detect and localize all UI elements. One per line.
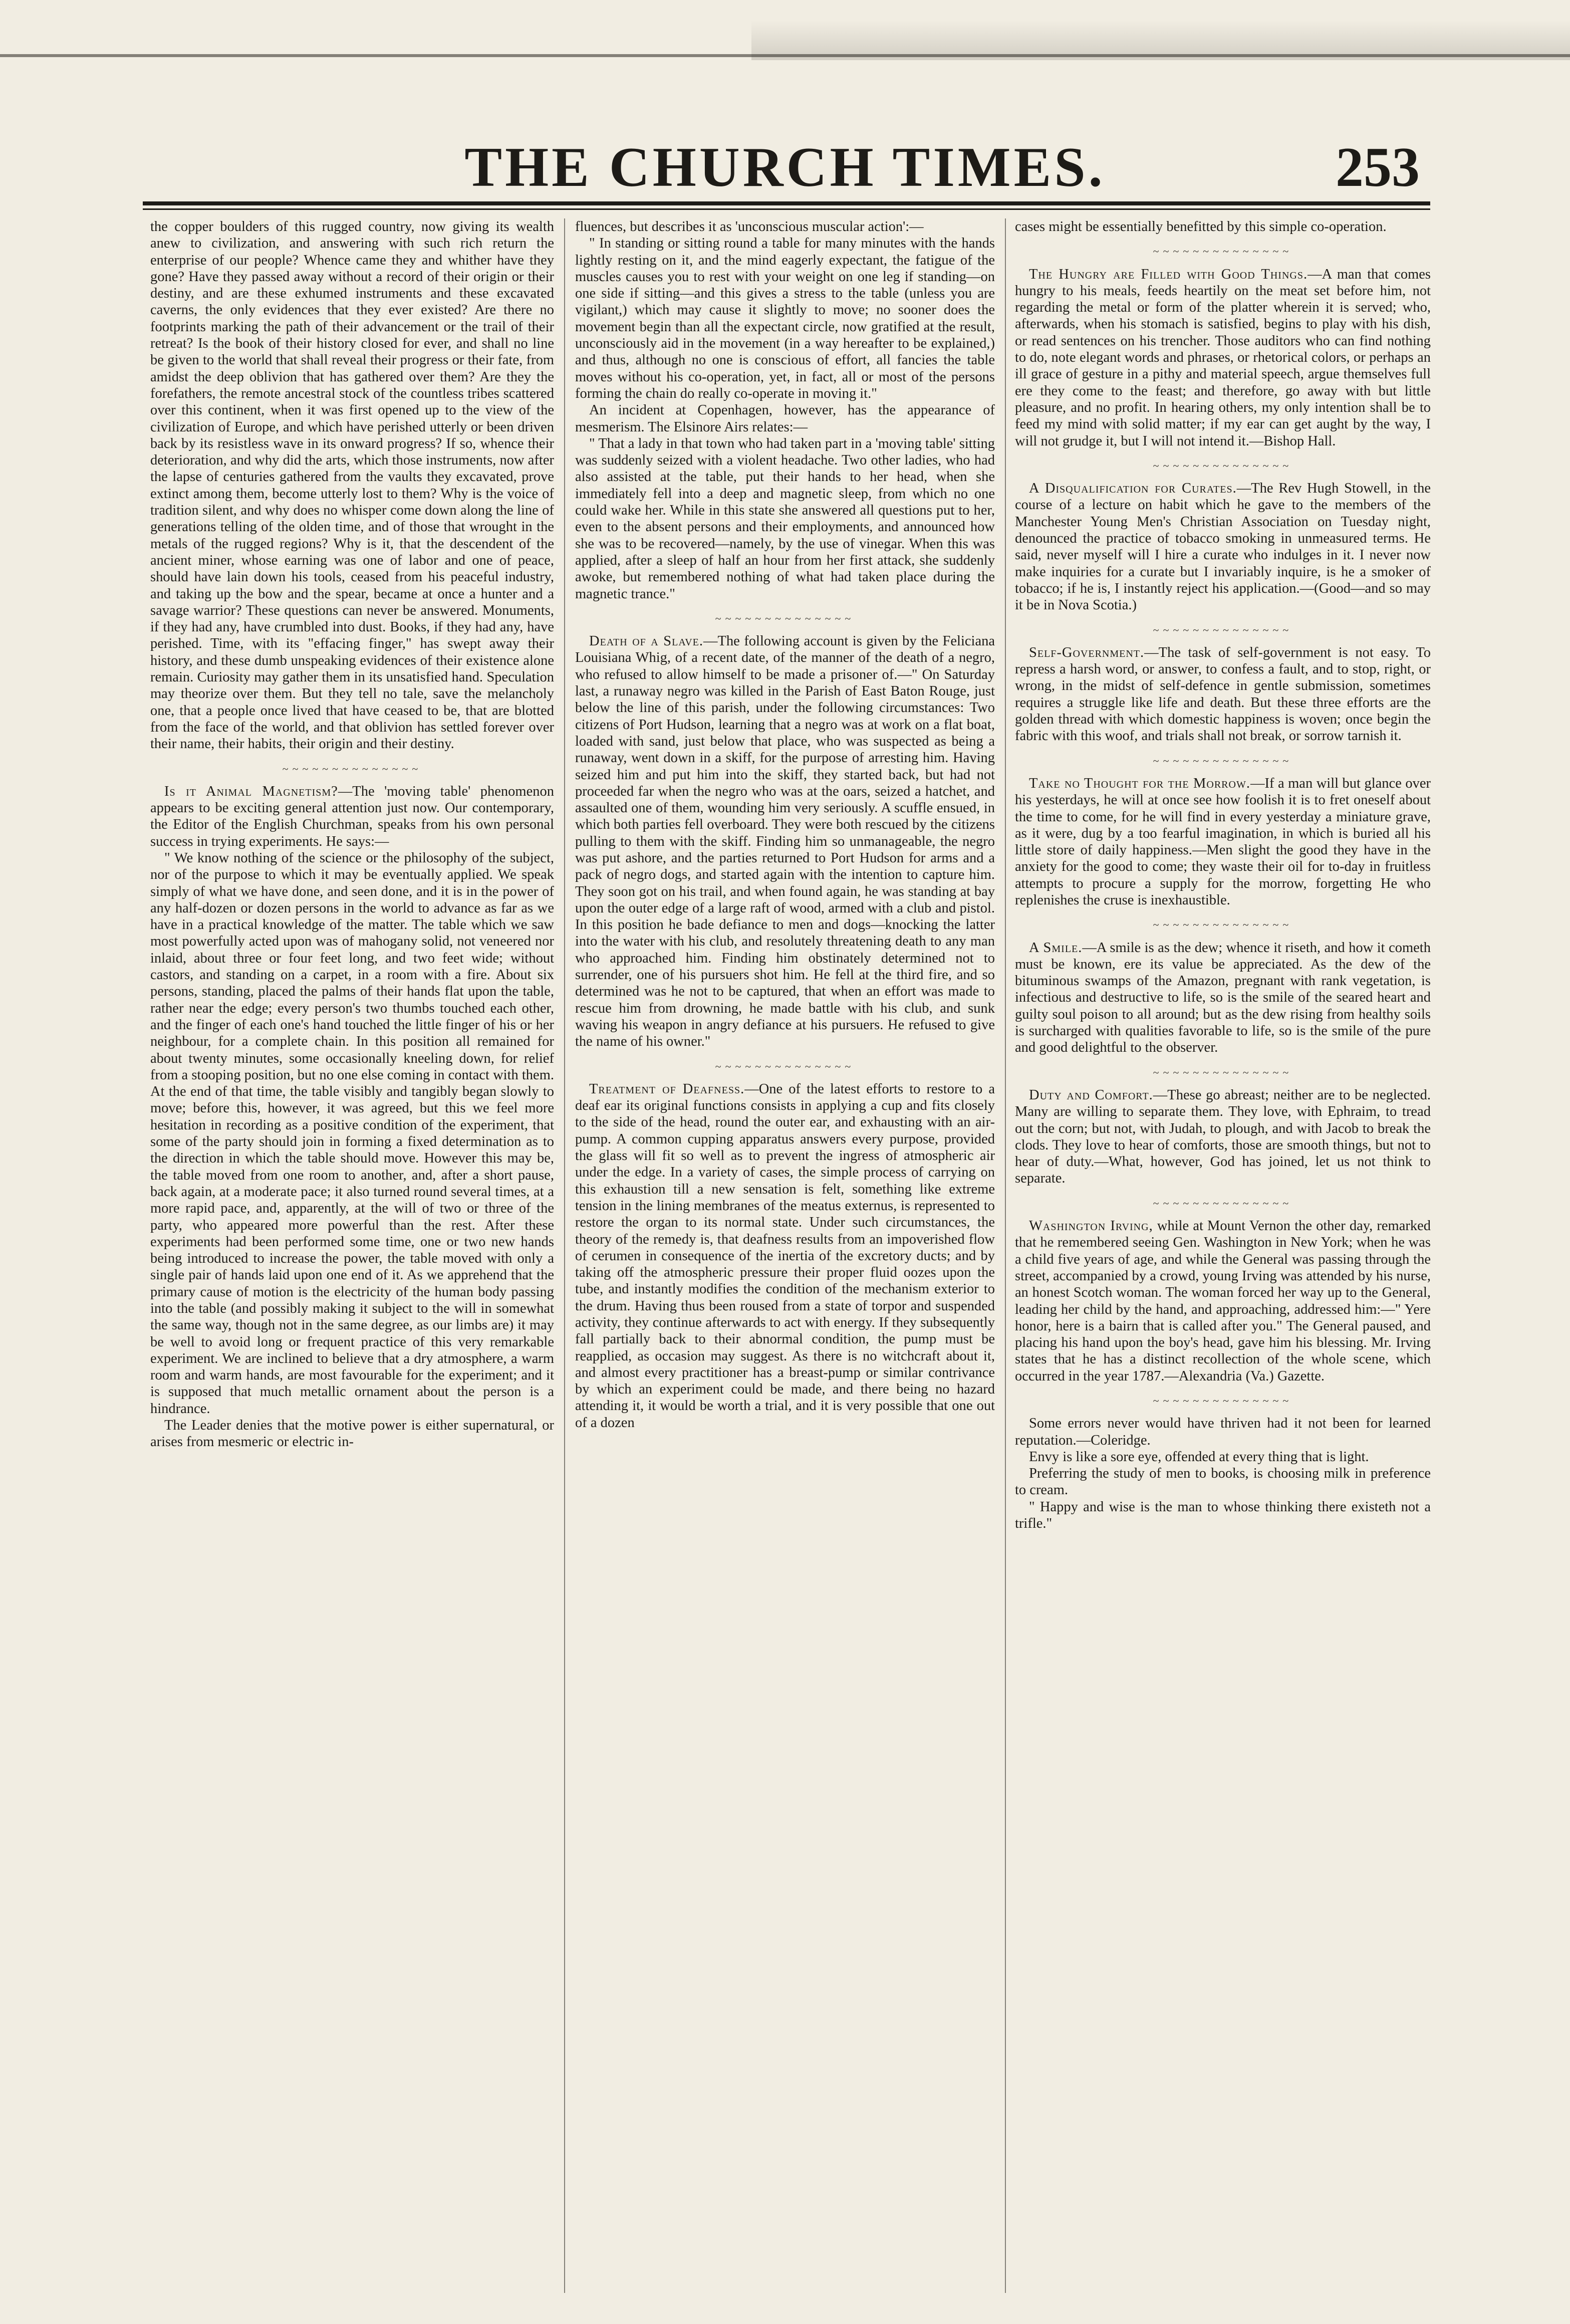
column-2 — [575, 218, 995, 2293]
separator: ~~~~~~~~~~~~~~ — [715, 1060, 855, 1073]
column-1 — [150, 218, 554, 2293]
article-text: while at Mount Vernon the other day, remarked that he remembered seeing Gen. Washington in New York; when he was a child five years of age, and while the General was passing through the street, accompanied by a crowd, young Irving was attended by his nurse, an honest Scotch woman. The woman forced her way up to the General, leading her child by the hand, and approaching, addressed him:—" Yere honor, here is a bairn that is called after you." The General paused, and placing his hand upon the boy's head, gave him his blessing. Mr. Irving states that he has a distinct recollection of the whole scene, which occurred in the year 1787.—Alexandria (Va.) Gazette. — [1015, 1218, 1431, 1384]
maxim: Envy is like a sore eye, offended at every thing that is light. — [1029, 1449, 1369, 1465]
article-deafness — [575, 1081, 995, 1431]
article-heading: A Smile. — [1029, 940, 1083, 956]
separator: ~~~~~~~~~~~~~~ — [1153, 754, 1293, 767]
article-heading: Take no Thought for the Morrow. — [1029, 775, 1250, 791]
article-duty — [1015, 1087, 1431, 1187]
article-text: —The task of self-government is not easy. To repress a harsh word, or answer, to confess a fault, and to stop, right, or wrong, in the midst of self-defence in gentle submission, sometimes requires a struggle like life and death. But these three efforts are the golden thread with which domestic happiness is woven; once begin the fabric with this woof, and trials shall not break, or sorrow tarnish it. — [1015, 644, 1431, 744]
article-heading: Death of a Slave. — [589, 633, 703, 649]
article-text: —A smile is as the dew; whence it riseth, and how it cometh must be known, ere its value be appreciated. As the dew of the bituminous swamps of the Amazon, pregnant with rank vegetation, is infectious and destructive to life, so is the smile of the seared heart and guilty soul poison to all around; but as the dew rising from healthy soils is surcharged with qualities favorable to life, so is the smile of the pure and good delightful to the observer. — [1015, 940, 1431, 1056]
masthead-title: THE CHURCH TIMES. — [464, 136, 1106, 198]
separator: ~~~~~~~~~~~~~~ — [282, 762, 422, 775]
article-irving — [1015, 1218, 1431, 1384]
masthead — [0, 135, 1570, 210]
article-heading: Duty and Comfort. — [1029, 1087, 1153, 1103]
article-death-of-slave — [575, 633, 995, 1050]
article-heading: A Disqualification for Curates. — [1029, 481, 1237, 497]
article-continuation: fluences, but describes it as 'unconscious muscular action':— — [575, 219, 924, 235]
article-text: —The Rev Hugh Stowell, in the course of a lecture on habit which he gave to the members of the Manchester Young Men's Christian Association on Tuesday night, denounced the practice of tobacco smoking in unmeasured terms. He said, never myself will I hire a curate who indulges in it. I never now make inquiries for a curate but I invariably inquire, is he a smoker of tobacco; if he is, I instantly reject his application.—(Good—and so may it be in Nova Scotia.) — [1015, 481, 1431, 613]
article-continuation: the copper boulders of this rugged country, now giving its wealth anew to civilization, and answering with such rich return the enterprise of our people? Whence came they and whither have they gone? Have they passed away without a record of their origin or their destiny, and are these exhumed instruments and these excavated caverns, the only evidences that they ever existed? Are there no footprints marking the path of their advancement or the trail of their retreat? Is the book of their history closed for ever, and shall no line be given to the world that shall reveal their progress or their fate, from amidst the deep oblivion that has gathered over them? Are they the forefathers, the remote ancestral stock of the countless tribes scattered over this continent, when it was first opened up to the view of the civilization of Europe, and which have perished utterly or been driven back by its resistless wave in its onward progress? If so, whence their deterioration, and why did the arts, which those instruments, now after the lapse of centuries gathered from the vaults they excavated, prove extinct among them, become utterly lost to them? Why is the voice of tradition silent, and why does no whisper come down along the line of generations telling of the olden time, and of those that wrought in the metals of the rugged regions? Why is it, that the descendent of the ancient miner, whose earning was one of labor and one of peace, should have lain down his tools, ceased from his peaceful industry, and taking up the bow and the spear, became at once a hunter and a savage warrior? These questions can never be answered. Monuments, if they had any, have crumbled into dust. Books, if they had any, have perished. Time, with its "effacing finger," has swept away their history, and these dumb unspeaking evidences of their existence alone remain. Curiosity may gather them in its unsatisfied hand. Speculation may theorize over them. But they tell no tale, save the melancholy one, that a people once lived that have ceased to be, that are blotted from the face of the world, and that oblivion has settled forever over their name, their habits, their origin and their destiny. — [150, 219, 554, 752]
column-divider — [1005, 218, 1006, 2293]
separator: ~~~~~~~~~~~~~~ — [1153, 623, 1293, 636]
article-quote: " We know nothing of the science or the philosophy of the subject, nor of the purpose to which it may be eventually applied. We speak simply of what we have done, and seen done, and it is in the power of any half-dozen or dozen persons in the world to advance as far as we have in a practical knowledge of the matter. The table which we saw most powerfully acted upon was of mahogany solid, not veneered nor inlaid, about three or four feet long, and two feet wide; without castors, and standing on a carpet, in a room with a fire. About six persons, standing, placed the palms of their hands flat upon the table, rather near the edge; every person's two thumbs touched each other, and the finger of each one's hand touched the little finger of his or her neighbour, for a complete chain. In this position all remained for about twenty minutes, some occasionally kneeling down, for relief from a stooping position, but no one else coming in contact with them. At the end of that time, the table visibly and tangibly began slowly to move; before this, however, it was agreed, but this we feel more hesitation in recording as a positive condition of the experiment, that some of the party should join in forming a fixed determination as to the direction in which the table should move. However this may be, the table moved from one room to another, and, after a short pause, back again, at a moderate pace; it also turned round several times, at a more rapid pace, and, apparently, at the will of two or three of the party, who appeared more powerful than the rest. After these experiments had been performed some time, one or two new hands being introduced to increase the power, the table moved with only a single pair of hands laid upon one end of it. As we apprehend that the primary cause of motion is the electricity of the human body passing into the table (and possibly making it subject to the will in somewhat the same way, though not in the same degree, as our limbs are) it may be well to avoid long or frequent practice of this very remarkable experiment. We are inclined to believe that a dry atmosphere, a warm room and warm hands, are most favourable for the experiment; and it is supposed that much metallic ornament about the person is a hindrance. — [150, 850, 554, 1417]
article-quote: " In standing or sitting round a table for many minutes with the hands lightly resting on it, and the mind eagerly expectant, the fatigue of the muscles causes you to rest with your weight on one leg if standing—on one side if sitting—and this gives a stress to the table (unless you are vigilant,) which may cause it slightly to move; no sooner does the movement begin than all the expectant circle, now gratified at the result, unconsciously aid in the movement (in a way hereafter to be explained,) and thus, although no one is conscious of effort, all fancies the table moves without his co-operation, yet, in fact, all or most of the persons forming the chain do really co-operate in moving it." — [575, 236, 995, 401]
separator: ~~~~~~~~~~~~~~ — [1153, 918, 1293, 932]
article-text: —The 'moving table' phenomenon appears to be exciting general attention just now. Our contemporary, the Editor of the English Churchman, speaks from his own personal success in trying experiments. He says:— — [150, 783, 554, 849]
article-continuation: cases might be essentially benefitted by this simple co-operation. — [1015, 219, 1387, 235]
article-heading: Treatment of Deafness. — [589, 1081, 745, 1097]
separator: ~~~~~~~~~~~~~~ — [1153, 1066, 1293, 1079]
masthead-rule-thin — [143, 208, 1430, 210]
page-number: 253 — [1336, 136, 1420, 198]
article-morrow — [1015, 775, 1431, 908]
separator: ~~~~~~~~~~~~~~ — [1153, 1395, 1293, 1407]
article-heading: The Hungry are Filled with Good Things. — [1029, 266, 1308, 282]
masthead-rule — [143, 201, 1430, 205]
article-text: —The following account is given by the Feliciana Louisiana Whig, of a recent date, of the manner of the death of a negro, who refused to allow himself to be made a prisoner of.—" On Saturday last, a runaway negro was killed in the Parish of East Baton Rouge, just below the line of this parish, under the following circumstances: Two citizens of Port Hudson, learning that a negro was at work on a flat boat, loaded with sand, just below that place, who was suspected as being a runaway, went down in a skiff, for the purpose of arresting him. Having seized him and put him into the skiff, they started back, but had not proceeded far when the negro who was at the oars, seized a hatchet, and assaulted one of them, wounding him very seriously. A scuffle ensued, in which both parties fell overboard. They were both rescued by the citizens pulling to them with the skiff. Finding him so unmanageable, the negro was put ashore, and the parties returned to Port Hudson for arms and a pack of negro dogs, and started again with the intention to capture him. They soon got on his trail, and when found again, he was standing at bay upon the outer edge of a large raft of wood, armed with a club and pistol. In this position he bade defiance to men and dogs—knocking the latter into the water with his club, and resolutely threatening death to any man who approached him. Finding him obstinately determined not to surrender, one of his pursuers shot him. He fell at the third fire, and so determined was he not to be captured, that when an effort was made to rescue him from drowning, he made battle with his club, and sunk waving his weapon in angry defiance at his pursuers. He refused to give the name of his owner." — [575, 633, 995, 1050]
article-text: —A man that comes hungry to his meals, feeds heartily on the meat set before him, not regarding the metal or form of the platter wherein it is served; who, afterwards, when his stomach is satisfied, begins to play with his dish, or read sentences on his trencher. Those auditors who can find nothing to do, note elegant words and phrases, or rhetorical colors, or perhaps an ill grace of gesture in a pithy and material speech, argue themselves full ere they come to the feast; and therefore, go away with but little pleasure, and no profit. In hearing others, my only intention shall be to feed my mind with solid matter; if my ear can get aught by the way, I will not grudge it, but I will not intend it.—Bishop Hall. — [1015, 266, 1431, 449]
maxim: " Happy and wise is the man to whose thinking there existeth not a trifle." — [1015, 1499, 1431, 1532]
article-smile — [1015, 940, 1431, 1056]
column-3 — [1015, 218, 1431, 2293]
separator: ~~~~~~~~~~~~~~ — [1153, 245, 1293, 258]
article-hungry — [1015, 266, 1431, 449]
article-text: —If a man will but glance over his yesterdays, he will at once see how foolish it is to fret oneself about the time to come, for he will find in every yesterday a miniature grave, as it were, dug by a too fearful imagination, in which is buried all his little store of daily happiness.—Men slight the good they have in the anxiety for the good to come; they waste their oil for to-day in fruitless attempts to procure a supply for the morrow, forgetting He who replenishes the cruse is inexhaustible. — [1015, 775, 1431, 908]
maxim: Preferring the study of men to books, is choosing milk in preference to cream. — [1015, 1466, 1431, 1498]
top-edge-rule — [0, 54, 1570, 57]
article-curates — [1015, 480, 1431, 613]
article-heading: Washington Irving, — [1029, 1218, 1153, 1234]
article-animal-magnetism — [150, 783, 554, 850]
article-text: —These go abreast; neither are to be neglected. Many are willing to separate them. They love, with Ephraim, to tread out the corn; but not, with Judah, to plough, and with Jacob to break the clods. They love to hear of comforts, those are smooth things, but not to hear of duty.—What, however, God has joined, let us not think to separate. — [1015, 1087, 1431, 1187]
maxim: Some errors never would have thriven had it not been for learned reputation.—Coleridge. — [1015, 1416, 1431, 1448]
separator: ~~~~~~~~~~~~~~ — [1153, 1197, 1293, 1210]
article-text: The Leader denies that the motive power is either supernatural, or arises from mesmeric or electric in- — [150, 1418, 554, 1450]
article-heading: Self-Government. — [1029, 644, 1145, 660]
article-text: —One of the latest efforts to restore to a deaf ear its original functions consists in applying a cup and fits closely to the side of the head, round the outer ear, and exhausting with an air-pump. A common cupping apparatus answers every purpose, provided the glass will fit so well as to prevent the ingress of atmospheric air under the edge. In a variety of cases, the simple process of carrying on this exhaustion till a new sensation is felt, something like extreme tension in the lining membranes of the meatus externus, is represented to restore the organ to its normal state. Under such circumstances, the theory of the remedy is, that deafness results from an impoverished flow of cerumen in consequence of the inertia of the excretory ducts; and by taking off the atmospheric pressure their proper fluid oozes upon the tube, and instantly modifies the condition of the mechanism exterior to the drum. Having thus been roused from a state of torpor and suspended activity, they continue afterwards to act with energy. If they subsequently fall partially back to their abnormal condition, the pump must be reapplied, as occasion may suggest. As there is no witchcraft about it, and almost every practitioner has a breast-pump or similar contrivance by which an experiment could be made, and there being no hazard attending it, it would be worth a trial, and it is very possible that one out of a dozen — [575, 1081, 995, 1431]
separator: ~~~~~~~~~~~~~~ — [1153, 459, 1293, 472]
column-divider — [564, 218, 565, 2293]
article-quote: " That a lady in that town who had taken part in a 'moving table' sitting was suddenly seized with a violent headache. Two other ladies, who had also assisted at the table, put their hands to her head, when she immediately fell into a deep and magnetic sleep, from which no one could wake her. While in this state she answered all questions put to her, even to the absent persons and their employments, and announced how she was to be recovered—namely, by the use of vinegar. When this was applied, after a sleep of half an hour from her first attack, she suddenly awoke, but remembered nothing of what had taken place during the magnetic trance." — [575, 435, 995, 602]
article-heading: Is it Animal Magnetism? — [164, 783, 338, 799]
separator: ~~~~~~~~~~~~~~ — [715, 612, 855, 625]
article-text: An incident at Copenhagen, however, has the appearance of mesmerism. The Elsinore Airs relates:— — [575, 402, 995, 435]
article-self-government — [1015, 644, 1431, 745]
